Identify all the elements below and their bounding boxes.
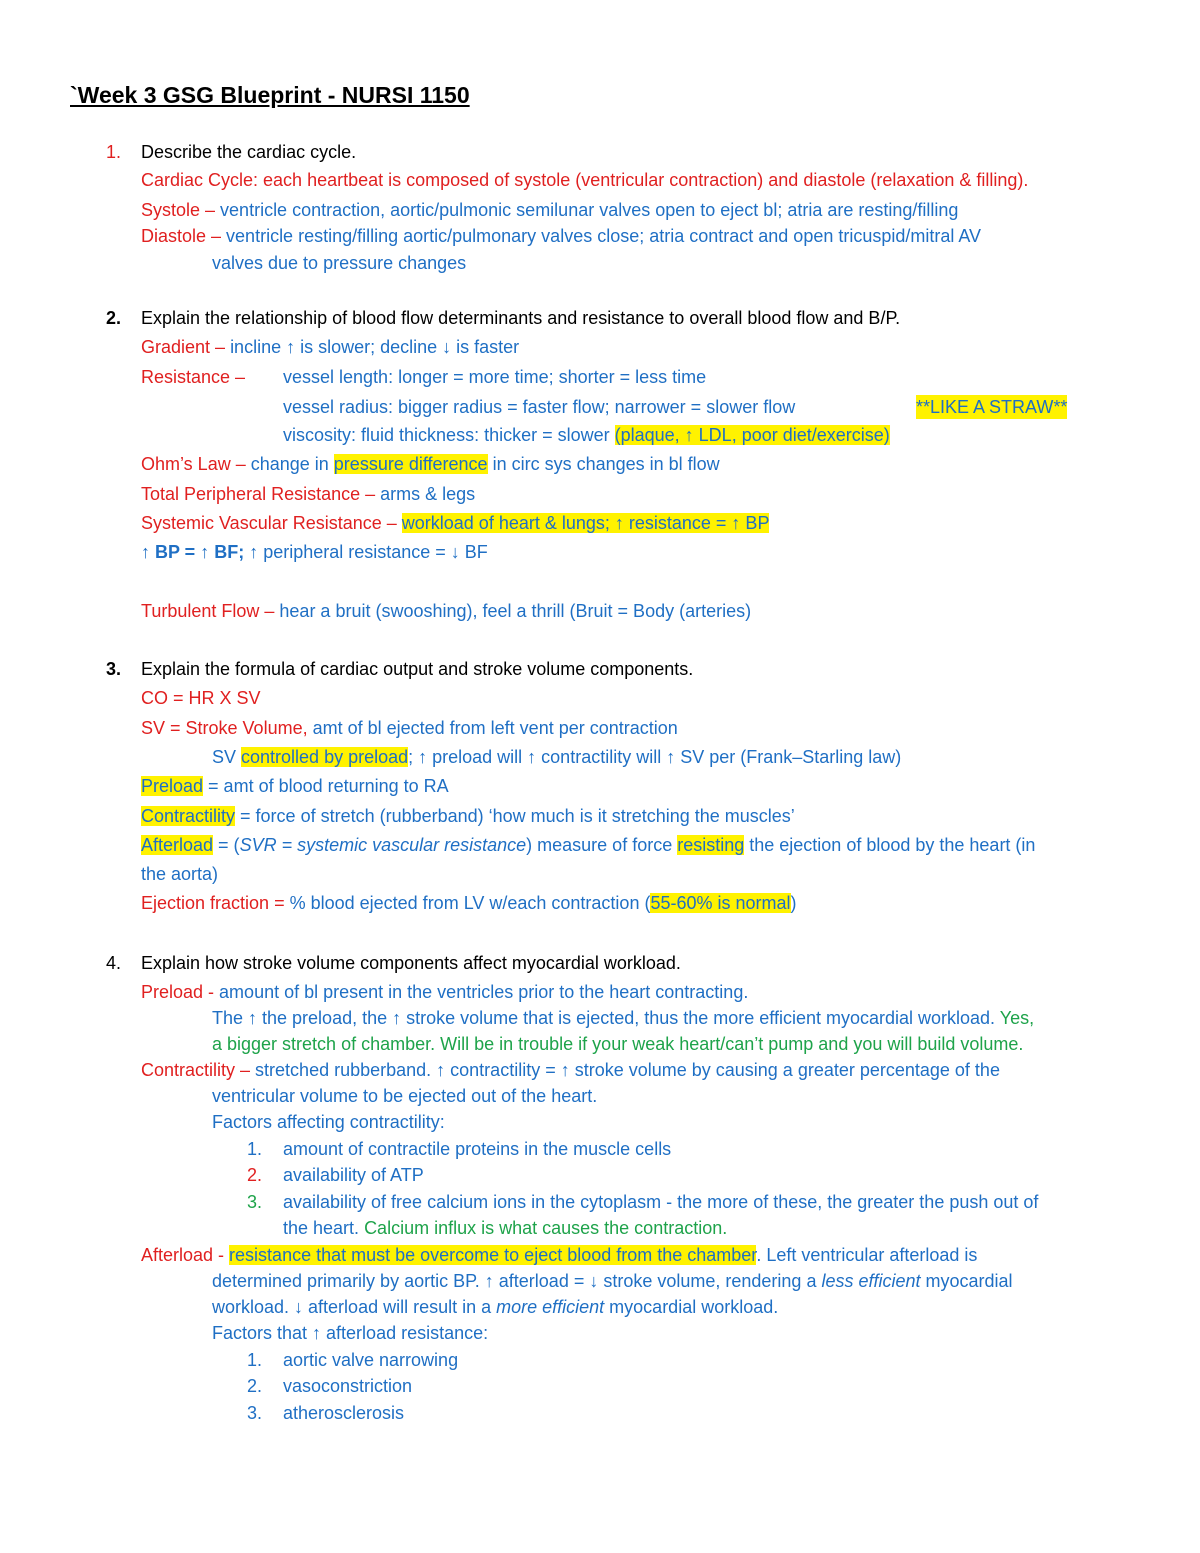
factor-2-number: 2.: [247, 1165, 263, 1185]
sv-def: [141, 716, 678, 740]
turbulent-flow: [141, 599, 751, 623]
turb-label: Turbulent Flow –: [141, 601, 280, 621]
after-c: the ejection of blood by the heart (in: [744, 835, 1036, 855]
factor-3-number: 3.: [247, 1192, 263, 1212]
q4-contract-text: stretched rubberband. ↑ contractility = ↑ stroke volume by causing a greater percentage of the: [255, 1060, 1000, 1080]
q4-after-label: Afterload -: [141, 1245, 230, 1265]
tpr-label: Total Peripheral Resistance –: [141, 484, 381, 504]
straw-note: **LIKE A STRAW**: [916, 397, 1068, 417]
q4-number: 4.: [106, 953, 122, 973]
q4-after-a: . Left ventricular afterload is: [756, 1245, 978, 1265]
q4-preload-label: Preload -: [141, 982, 220, 1002]
sv-label: SV = Stroke Volume,: [141, 718, 313, 738]
preload-highlight: Preload: [141, 776, 204, 796]
svr-label: Systemic Vascular Resistance –: [141, 513, 402, 533]
svr-highlight: workload of heart & lungs; ↑ resistance = ↑ BP: [401, 513, 770, 533]
q4-preload-3: a bigger stretch of chamber. Will be in trouble if your weak heart/can’t pump and you will build volume.: [212, 1034, 1024, 1054]
q4-question: Explain how stroke volume components affect myocardial workload.: [141, 953, 681, 973]
after-factor-3: atherosclerosis: [283, 1403, 405, 1423]
gradient-text: incline ↑ is slower; decline ↓ is faster: [230, 337, 520, 357]
ohms-law: [141, 452, 720, 476]
co-formula: CO = HR X SV: [141, 688, 261, 708]
after-factor-1-number: 1.: [247, 1350, 263, 1370]
factor-3-cont: [283, 1216, 727, 1240]
resistance-label: Resistance –: [141, 367, 246, 387]
sv-text: amt of bl ejected from left vent per contraction: [312, 718, 678, 738]
ohm-highlight: pressure difference: [333, 454, 488, 474]
q2-gradient: [141, 335, 519, 359]
q4-contract-label: Contractility –: [141, 1060, 256, 1080]
ef-label: Ejection fraction =: [141, 893, 290, 913]
after2-a: determined primarily by aortic BP. ↑ afterload = ↓ stroke volume, rendering a: [212, 1271, 822, 1291]
after-factor-2: vasoconstriction: [283, 1376, 413, 1396]
ejection-fraction: [141, 891, 797, 915]
after2-italic: less efficient: [821, 1271, 921, 1291]
q4-contractility: [141, 1058, 1000, 1082]
q1-question: Describe the cardiac cycle.: [141, 142, 357, 162]
after-factor-2-number: 2.: [247, 1376, 263, 1396]
factor-2: availability of ATP: [283, 1165, 424, 1185]
q4-afterload-2: [212, 1269, 1013, 1293]
factor-1: amount of contractile proteins in the muscle cells: [283, 1139, 672, 1159]
factor3-cont-blue: the heart.: [283, 1218, 365, 1238]
ef-end: ): [790, 893, 797, 913]
tpr: [141, 482, 475, 506]
ohm-label: Ohm’s Law –: [141, 454, 251, 474]
after-factor-3-number: 3.: [247, 1403, 263, 1423]
sv2-a: SV: [212, 747, 242, 767]
after3-italic: more efficient: [496, 1297, 605, 1317]
preload-def: [141, 774, 449, 798]
q4-preload-text: amount of bl present in the ventricles prior to the heart contracting.: [219, 982, 749, 1002]
diastole-text: ventricle resting/filling aortic/pulmonary valves close; atria contract and open tricuspid/mitral AV: [226, 226, 982, 246]
q4-contract-cont: ventricular volume to be ejected out of the heart.: [212, 1086, 598, 1106]
q2-number: 2.: [106, 308, 122, 328]
ohm-a: change in: [250, 454, 334, 474]
viscosity-highlight: (plaque, ↑ LDL, poor diet/exercise): [614, 425, 890, 445]
svr: [141, 511, 769, 535]
after3-b: myocardial workload.: [604, 1297, 779, 1317]
systole-label: Systole –: [141, 200, 221, 220]
q4-afterload-3: [212, 1295, 778, 1319]
preload-text: = amt of blood returning to RA: [203, 776, 449, 796]
q3-number: 3.: [106, 659, 122, 679]
after-highlight-2: resisting: [677, 835, 745, 855]
after-a: = (: [213, 835, 240, 855]
q2-question: Explain the relationship of blood flow determinants and resistance to overall blood flow and B/P.: [141, 308, 901, 328]
q4-after-highlight: resistance that must be overcome to eject blood from the chamber: [229, 1245, 757, 1265]
gradient-label: Gradient –: [141, 337, 231, 357]
viscosity: [283, 423, 890, 447]
preload2-green: Yes,: [999, 1008, 1035, 1028]
vessel-radius: vessel radius: bigger radius = faster flow; narrower = slower flow: [283, 397, 796, 417]
bp-rest: ↑ peripheral resistance = ↓ BF: [244, 542, 488, 562]
sv2-b: ; ↑ preload will ↑ contractility will ↑ SV per (Frank–Starling law): [408, 747, 902, 767]
after-highlight: Afterload: [141, 835, 214, 855]
diastole-label: Diastole –: [141, 226, 227, 246]
q4-preload: [141, 980, 748, 1004]
sv-preload: [212, 745, 901, 769]
q4-preload-2: [212, 1006, 1034, 1030]
document-title: `Week 3 GSG Blueprint - NURSI 1150: [70, 82, 470, 108]
q1-number: 1.: [106, 142, 122, 162]
factor-3: availability of free calcium ions in the cytoplasm - the more of these, the greater the push out of: [283, 1192, 1039, 1212]
after-factors-title: Factors that ↑ afterload resistance:: [212, 1323, 489, 1343]
factor3-cont-green: Calcium influx is what causes the contraction.: [364, 1218, 728, 1238]
vessel-length: vessel length: longer = more time; shorter = less time: [283, 367, 707, 387]
turb-text: hear a bruit (swooshing), feel a thrill (Bruit = Body (arteries): [279, 601, 752, 621]
ohm-b: in circ sys changes in bl flow: [487, 454, 720, 474]
q1-cardiac-cycle: Cardiac Cycle: each heartbeat is composed of systole (ventricular contraction) and diastole (relaxation & filling).: [141, 170, 1029, 190]
after-b: ) measure of force: [526, 835, 678, 855]
afterload-cont: the aorta): [141, 864, 219, 884]
afterload-def: [141, 833, 1035, 857]
tpr-text: arms & legs: [380, 484, 476, 504]
ef-highlight: 55-60% is normal: [650, 893, 791, 913]
factors-title: Factors affecting contractility:: [212, 1112, 445, 1132]
q4-afterload: [141, 1243, 977, 1267]
q3-question: Explain the formula of cardiac output and stroke volume components.: [141, 659, 694, 679]
contract-highlight: Contractility: [141, 806, 236, 826]
ef-text: % blood ejected from LV w/each contraction (: [289, 893, 651, 913]
after-factor-1: aortic valve narrowing: [283, 1350, 459, 1370]
systole-text: ventricle contraction, aortic/pulmonic semilunar valves open to eject bl; atria are resting/filling: [220, 200, 959, 220]
q1-diastole-cont: valves due to pressure changes: [212, 253, 467, 273]
sv2-highlight: controlled by preload: [241, 747, 409, 767]
after-italic: SVR = systemic vascular resistance: [239, 835, 527, 855]
bp-bold: ↑ BP = ↑ BF;: [141, 542, 245, 562]
contractility-def: [141, 804, 795, 828]
factor-1-number: 1.: [247, 1139, 263, 1159]
preload2-blue: The ↑ the preload, the ↑ stroke volume that is ejected, thus the more efficient myocardial workload.: [212, 1008, 1000, 1028]
viscosity-text: viscosity: fluid thickness: thicker = slower: [283, 425, 615, 445]
q1-systole: [141, 198, 958, 222]
bp-line: [141, 540, 488, 564]
contract-text: = force of stretch (rubberband) ‘how much is it stretching the muscles’: [235, 806, 795, 826]
after3-a: workload. ↓ afterload will result in a: [212, 1297, 497, 1317]
after2-b: myocardial: [920, 1271, 1013, 1291]
q1-diastole: [141, 224, 981, 248]
